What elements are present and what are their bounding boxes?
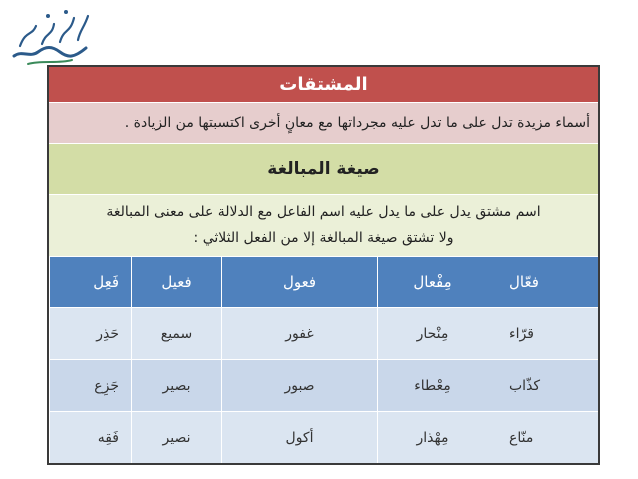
table-header-cell: مِفْعال xyxy=(377,257,487,307)
table-cell: جَزِع xyxy=(49,360,131,411)
table-cell: مِنْحار xyxy=(377,308,487,359)
explanation-line-2: ولا تشتق صيغة المبالغة إلا من الفعل الثلاثي : xyxy=(193,230,454,247)
table-cell: فَقِه xyxy=(49,412,131,463)
table-header-cell: فعول xyxy=(221,257,377,307)
table-row xyxy=(49,411,598,463)
table-cell: غفور xyxy=(221,308,377,359)
definition-text: أسماء مزيدة تدل على ما تدل عليه مجرداتها مع معانٍ أخرى اكتسبتها من الزيادة . xyxy=(49,103,598,144)
table-cell: حَذِر xyxy=(49,308,131,359)
table-row xyxy=(49,359,598,411)
section-title: المشتقات xyxy=(49,67,598,103)
explanation-box xyxy=(49,195,598,257)
content-frame xyxy=(47,65,600,465)
table-header-cell: فعيل xyxy=(131,257,221,307)
patterns-table xyxy=(49,257,598,463)
table-header-cell: فعّال xyxy=(509,273,539,291)
table-cell: صبور xyxy=(221,360,377,411)
table-cell: سميع xyxy=(131,308,221,359)
table-cell: منّاع xyxy=(509,429,534,446)
table-cell: قرّاء xyxy=(509,325,534,342)
table-cell: مِهْذار xyxy=(377,412,487,463)
signature-logo xyxy=(8,6,92,68)
table-row xyxy=(49,307,598,359)
table-header-cell: فَعِل xyxy=(49,257,131,307)
table-cell: بصير xyxy=(131,360,221,411)
table-header-row xyxy=(49,257,598,307)
table-cell: مِعْطاء xyxy=(377,360,487,411)
table-cell: نصير xyxy=(131,412,221,463)
subsection-title: صيغة المبالغة xyxy=(49,144,598,195)
table-cell: أكول xyxy=(221,412,377,463)
explanation-line-1: اسم مشتق يدل على ما يدل عليه اسم الفاعل مع الدلالة على معنى المبالغة xyxy=(106,204,541,221)
table-cell: كذّاب xyxy=(509,377,541,394)
